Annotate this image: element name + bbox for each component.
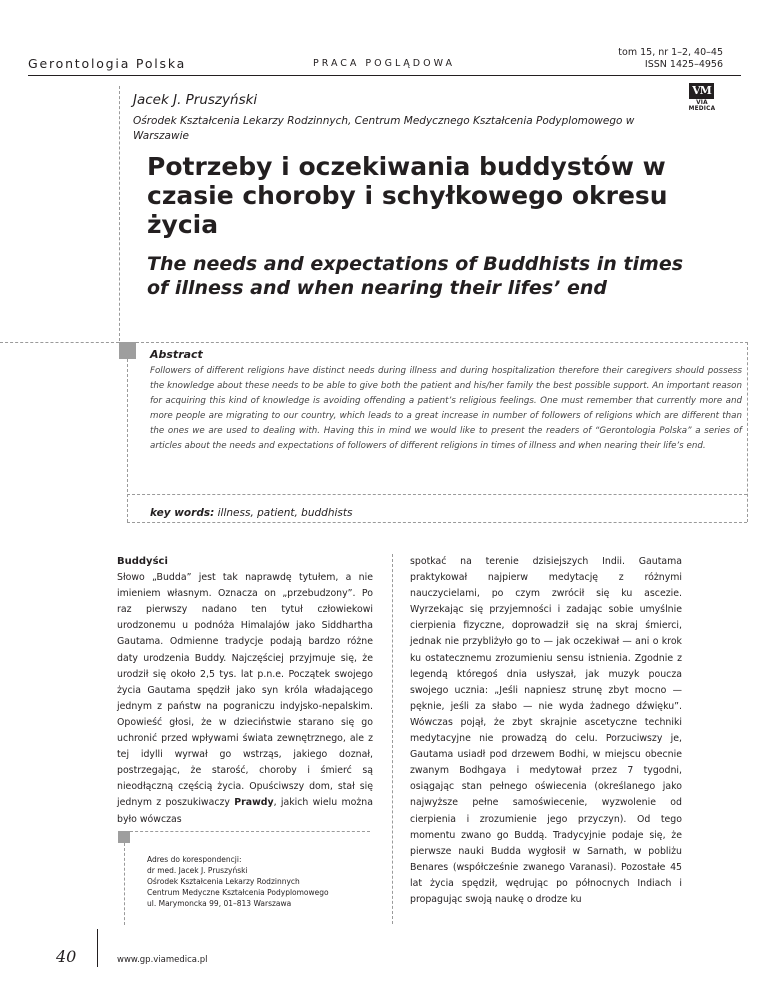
guide-vertical-right: [747, 342, 748, 522]
volume-line: tom 15, nr 1–2, 40–45: [618, 47, 723, 58]
volume-info: [618, 47, 723, 71]
keywords-text: illness, patient, buddhists: [217, 507, 353, 519]
address-line: dr med. Jacek J. Pruszyński: [147, 866, 248, 875]
address-line: Ośrodek Kształcenia Lekarzy Rodzinnych: [147, 877, 300, 886]
abstract-text: Followers of different religions have distinct needs during illness and during hospitalization therefore their caregivers should possess the knowledge about these needs to be able to give both the patient and his/her family the best possible support. An important reason for acquiring this kind of knowledge is avoiding offending a patient’s religious feelings. One must remember that currently more and more people are migrating to our country, which leads to a great increase in number of followers of religions which are different than the ones we are used to dealing with. Having this in mind we would like to present the readers of “Gerontologia Polska” a series of articles about the needs and expectations of followers of different religions in times of illness and when nearing their life’s end.: [150, 366, 742, 451]
guide-horizontal-left: [0, 342, 119, 343]
affiliation: Ośrodek Kształcenia Lekarzy Rodzinnych, Centrum Medycznego Kształcenia Podyplomowego w Warszawie: [133, 115, 635, 142]
author-name: Jacek J. Pruszyński: [133, 92, 258, 108]
guide-horizontal-keywords: [127, 494, 747, 495]
journal-url[interactable]: www.gp.viamedica.pl: [117, 955, 208, 965]
body-paragraph-left-tail: , jakich wielu można było wówczas: [117, 797, 373, 825]
address-line: ul. Marymoncka 99, 01–813 Warszawa: [147, 899, 292, 908]
logo-mark: VM: [689, 83, 714, 99]
body-column-right: [410, 554, 682, 908]
via-medica-logo: [682, 83, 722, 115]
title-english: The needs and expectations of Buddhists in times of illness and when nearing their lifes’ end: [147, 253, 684, 299]
body-paragraph-right: spotkać na terenie dzisiejszych Indii. Gautama praktykował najpierw medytację z różnymi nauczycielami, po czym zwrócił się ku ascezie. Wyrzekając się przyjemności i zadając sobie umyślnie cierpienia fizyczne, doprowadził się na skraj śmierci, jednak nie przybliżyło go to — jak oczekiwał — ani o krok ku ostatecznemu zrozumieniu sensu istnienia. Zgodnie z legendą któregoś dnia usłyszał, jak muzyk poucza swojego ucznia: „Jeśli napniesz strunę zbyt mocno — pęknie, jeśli za słabo — nie wyda żadnego dźwięku”. Wówczas pojął, że zbyt skrajnie ascetyczne techniki medytacyjne nie prowadzą do celu. Porzuciwszy je, Gautama usiadł pod drzewem Bodhi, w miejscu obecnie zwanym Bodhgaya i medytował przez 7 tygodni, osiągając stan pełnego oświecenia (określanego jako najwyższe pełne samoświecenie, wyzwolenie od cierpienia i zrozumienie jego przyczyn). Od tego momentu zwano go Buddą. Tradycyjnie podaje się, że pierwsze nauki Budda wygłosił w Sarnath, w pobliżu Benares (współcześnie zwanego Varanasi). Pozostałe 45 lat życia spędził, wędrując po północnych Indiach i propagując swoją naukę o drodze ku: [410, 556, 682, 905]
guide-vertical-abstract: [127, 359, 128, 522]
abstract-heading: Abstract: [150, 348, 203, 361]
body-emphasis: Prawdy: [234, 797, 274, 809]
address-line: Adres do korespondencji:: [147, 855, 242, 864]
article-type: PRACA POGLĄDOWA: [313, 58, 455, 69]
correspondence-address: [147, 854, 367, 909]
issn-line: ISSN 1425–4956: [644, 59, 723, 70]
guide-address-top: [130, 831, 370, 832]
abstract-marker: [119, 342, 136, 359]
guide-horizontal-abstract-bottom: [127, 522, 747, 523]
header-rule: [28, 75, 741, 76]
body-column-left: [117, 554, 373, 828]
address-marker: [118, 831, 130, 843]
guide-vertical-top: [119, 86, 120, 341]
journal-name: Gerontologia Polska: [28, 56, 187, 71]
guide-horizontal-abstract-top: [136, 342, 748, 343]
logo-text: VIA MEDICA: [688, 100, 716, 112]
section-heading: Buddyści: [117, 556, 168, 567]
page-number: 40: [56, 947, 77, 966]
keywords: [150, 507, 352, 519]
guide-column-divider: [392, 554, 393, 924]
address-line: Centrum Medyczne Kształcenia Podyplomowego: [147, 888, 329, 897]
body-paragraph-left: Słowo „Budda” jest tak naprawdę tytułem, a nie imieniem własnym. Oznacza on „przebudzony”. Po raz pierwszy nadano ten tytuł człowiekowi urodzonemu u podnóża Himalajów jako Siddhartha Gautama. Odmienne tradycje podają bardzo różne daty urodzenia Buddy. Najczęściej przyjmuje się, że urodził się około 2,5 tys. lat p.n.e. Początek swojego życia Gautama spędził jako syn króla władającego jednym z państw na pograniczu indyjsko-nepalskim. Opowieść głosi, że w dzieciństwie starano się go uchronić przed wpływami świata zewnętrznego, ale z tej idylli wyrwał go wstrząs, jakiego doznał, postrzegając, że starość, choroby i śmierć są nieodłączną częścią życia. Opuściwszy dom, stał się jednym z poszukiwaczy: [117, 572, 373, 809]
page-number-rule: [97, 929, 98, 967]
guide-address-left: [124, 843, 125, 925]
keywords-label: key words:: [150, 507, 215, 519]
title-polish: Potrzeby i oczekiwania buddystów w czasie choroby i schyłkowego okresu życia: [147, 152, 668, 239]
